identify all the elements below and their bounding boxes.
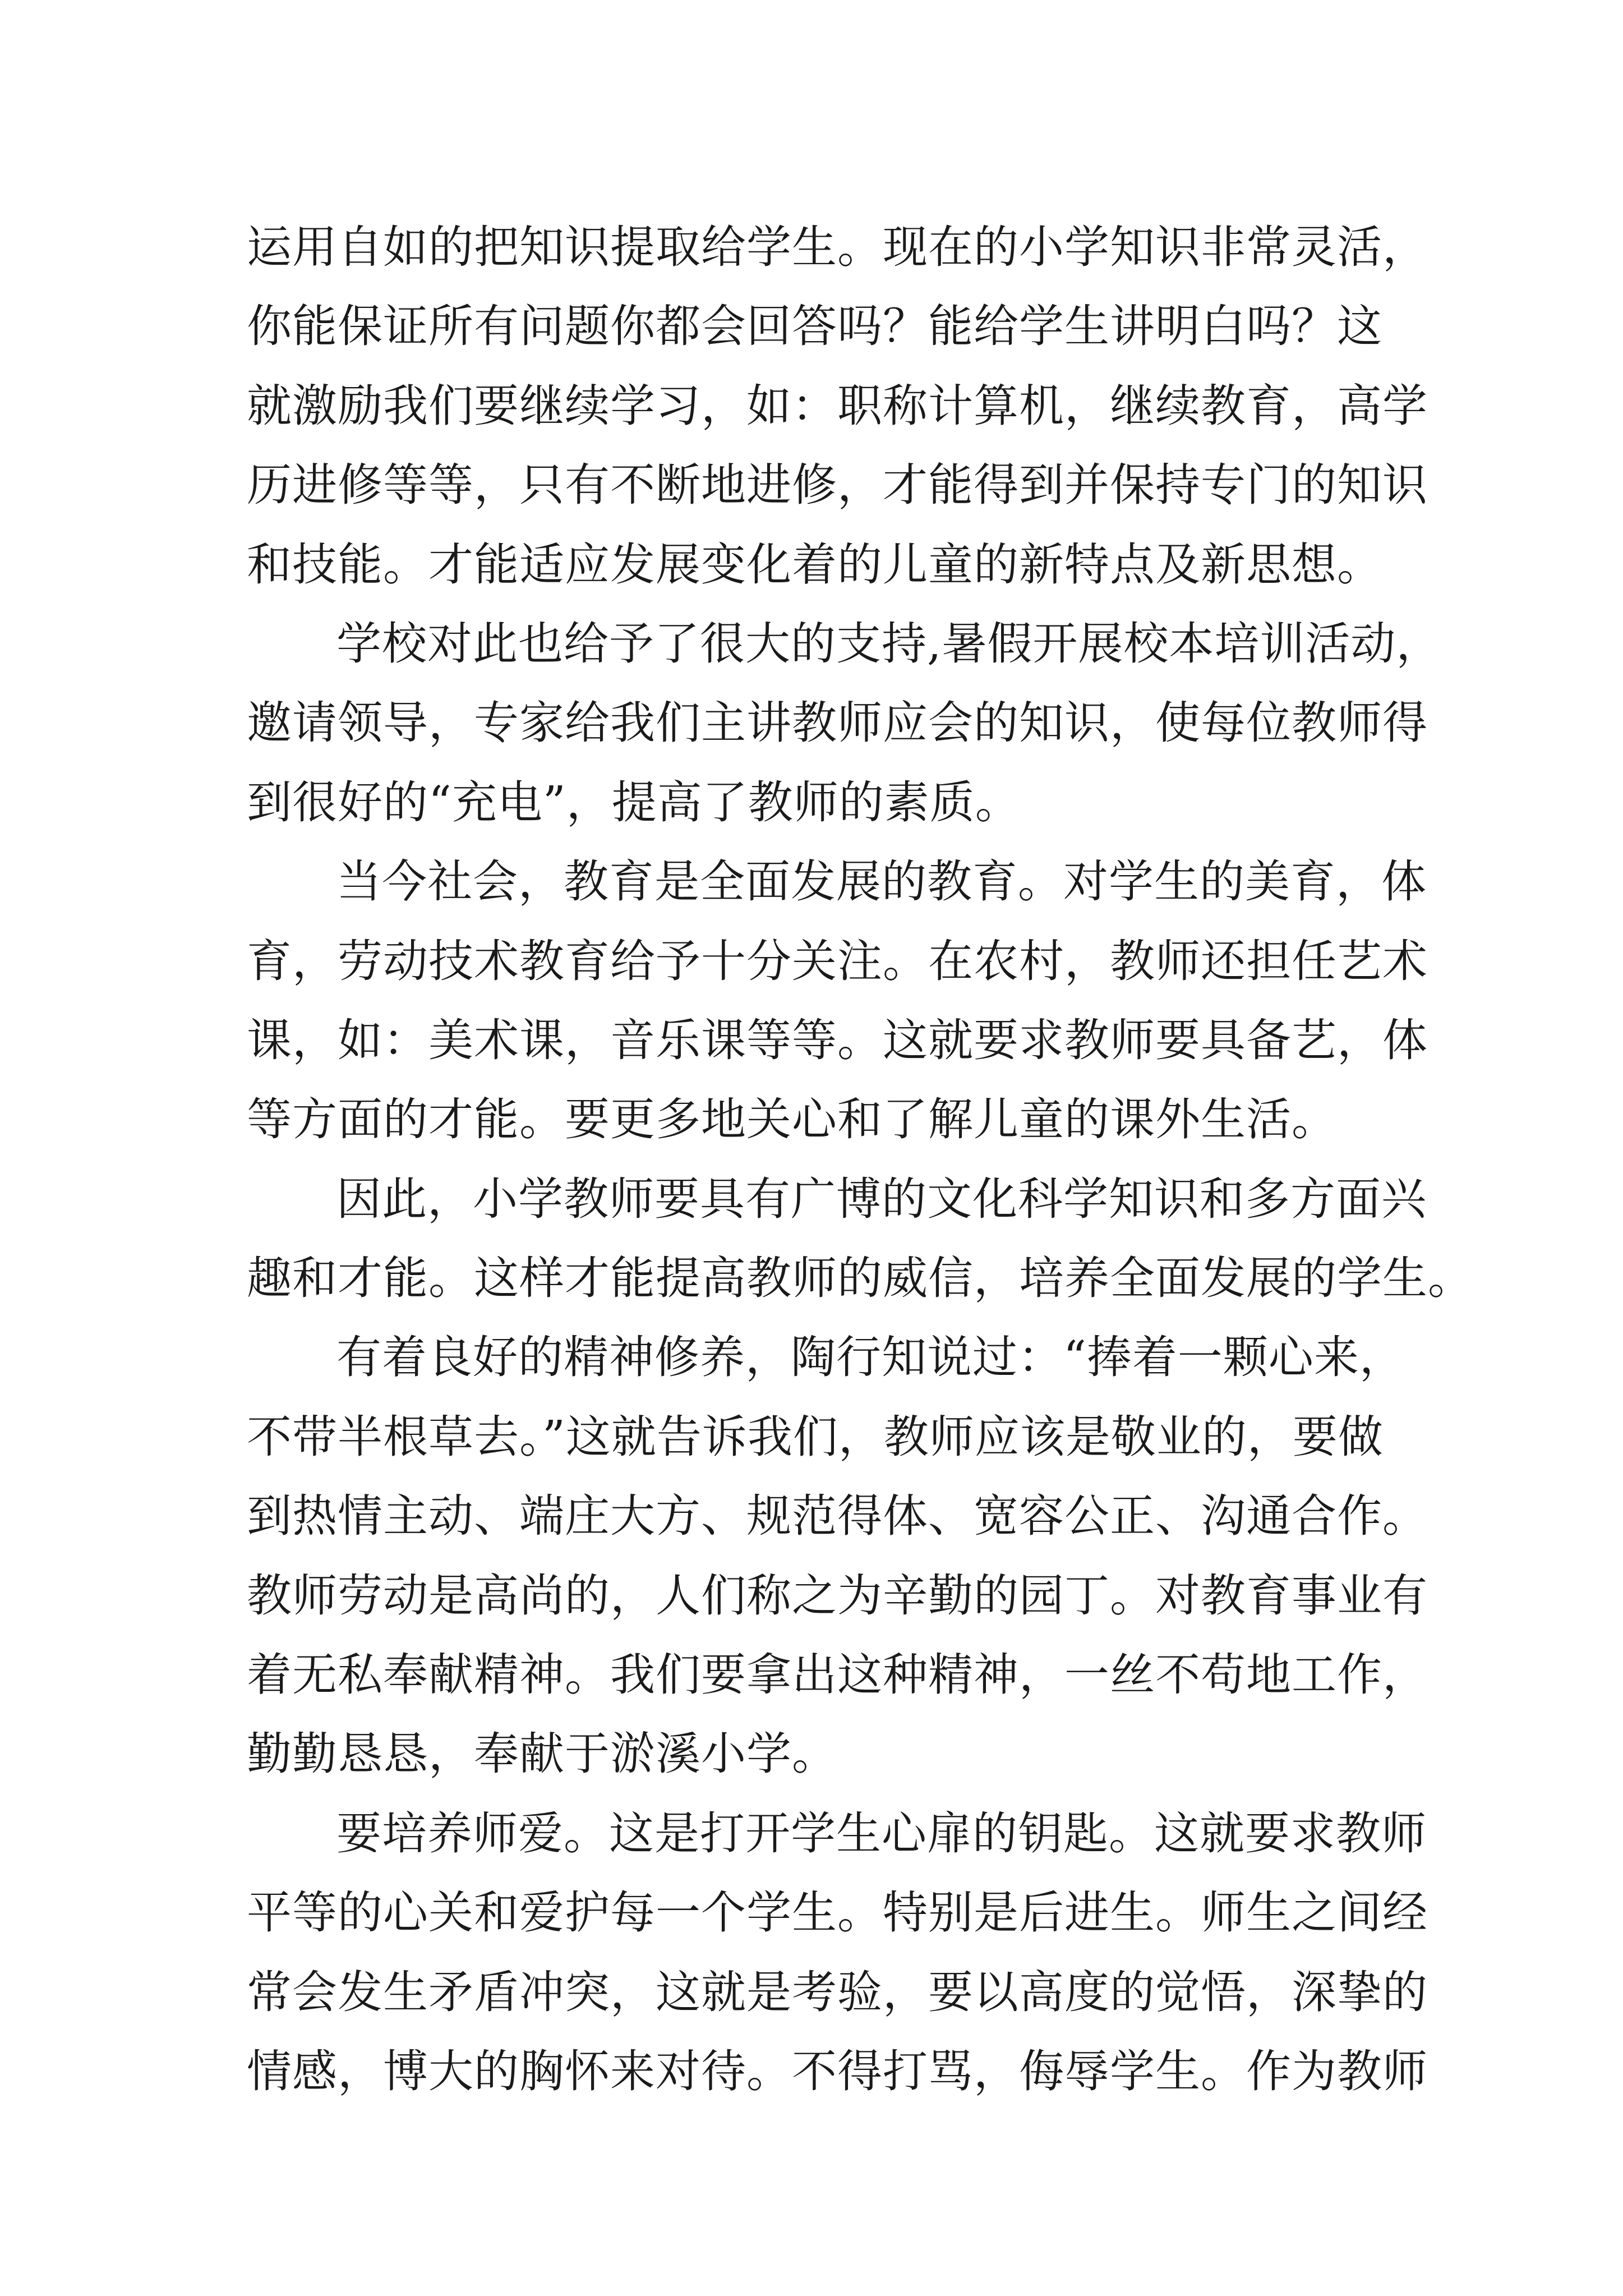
paragraph-first-line: 因此，小学教师要具有广博的文化科学知识和多方面兴: [336, 1172, 1427, 1225]
text-line: 情感，博大的胸怀来对待。不得打骂，侮辱学生。作为教师: [247, 2045, 1428, 2097]
paragraph-first-line: 学校对此也给予了很大的支持,暑假开展校本培训活动，: [336, 617, 1442, 670]
text-line: 运用自如的把知识提取给学生。现在的小学知识非常灵活，: [247, 221, 1428, 273]
text-line: 和技能。才能适应发展变化着的儿童的新特点及新思想。: [247, 538, 1382, 591]
text-line: 趣和才能。这样才能提高教师的威信，培养全面发展的学生。: [247, 1252, 1473, 1305]
text-line: 等方面的才能。要更多地关心和了解儿童的课外生活。: [247, 1093, 1337, 1146]
text-line: 课，如：美术课，音乐课等等。这就要求教师要具备艺，体: [247, 1014, 1428, 1066]
text-line: 你能保证所有问题你都会回答吗？能给学生讲明白吗？这: [247, 300, 1382, 353]
text-line: 历进修等等，只有不断地进修，才能得到并保持专门的知识: [247, 459, 1428, 512]
text-line: 不带半根草去。”这就告诉我们，教师应该是敬业的，要做: [247, 1410, 1384, 1463]
text-line: 就激励我们要继续学习，如：职称计算机，继续教育，高学: [247, 379, 1428, 432]
body-text: [247, 208, 1473, 2111]
text-line: 到很好的“充电”，提高了教师的素质。: [247, 776, 1021, 829]
paragraph-first-line: 有着良好的精神修养，陶行知说过：“捧着一颗心来，: [336, 1331, 1405, 1384]
text-line: 勤勤恳恳，奉献于淤溪小学。: [247, 1728, 837, 1780]
text-line: 育，劳动技术教育给予十分关注。在农村，教师还担任艺术: [247, 935, 1428, 987]
text-line: 着无私奉献精神。我们要拿出这种精神，一丝不苟地工作，: [247, 1649, 1428, 1701]
text-line: 平等的心关和爱护每一个学生。特别是后进生。师生之间经: [247, 1887, 1428, 1939]
text-line: 教师劳动是高尚的，人们称之为辛勤的园丁。对教育事业有: [247, 1569, 1428, 1622]
text-line: 邀请领导，专家给我们主讲教师应会的知识，使每位教师得: [247, 697, 1428, 749]
text-line: 到热情主动、端庄大方、规范得体、宽容公正、沟通合作。: [247, 1490, 1428, 1543]
paragraph-first-line: 要培养师爱。这是打开学生心扉的钥匙。这就要求教师: [336, 1807, 1427, 1860]
text-line: 常会发生矛盾冲突，这就是考验，要以高度的觉悟，深挚的: [247, 1966, 1428, 2018]
paragraph-first-line: 当今社会，教育是全面发展的教育。对学生的美育，体: [336, 855, 1427, 908]
